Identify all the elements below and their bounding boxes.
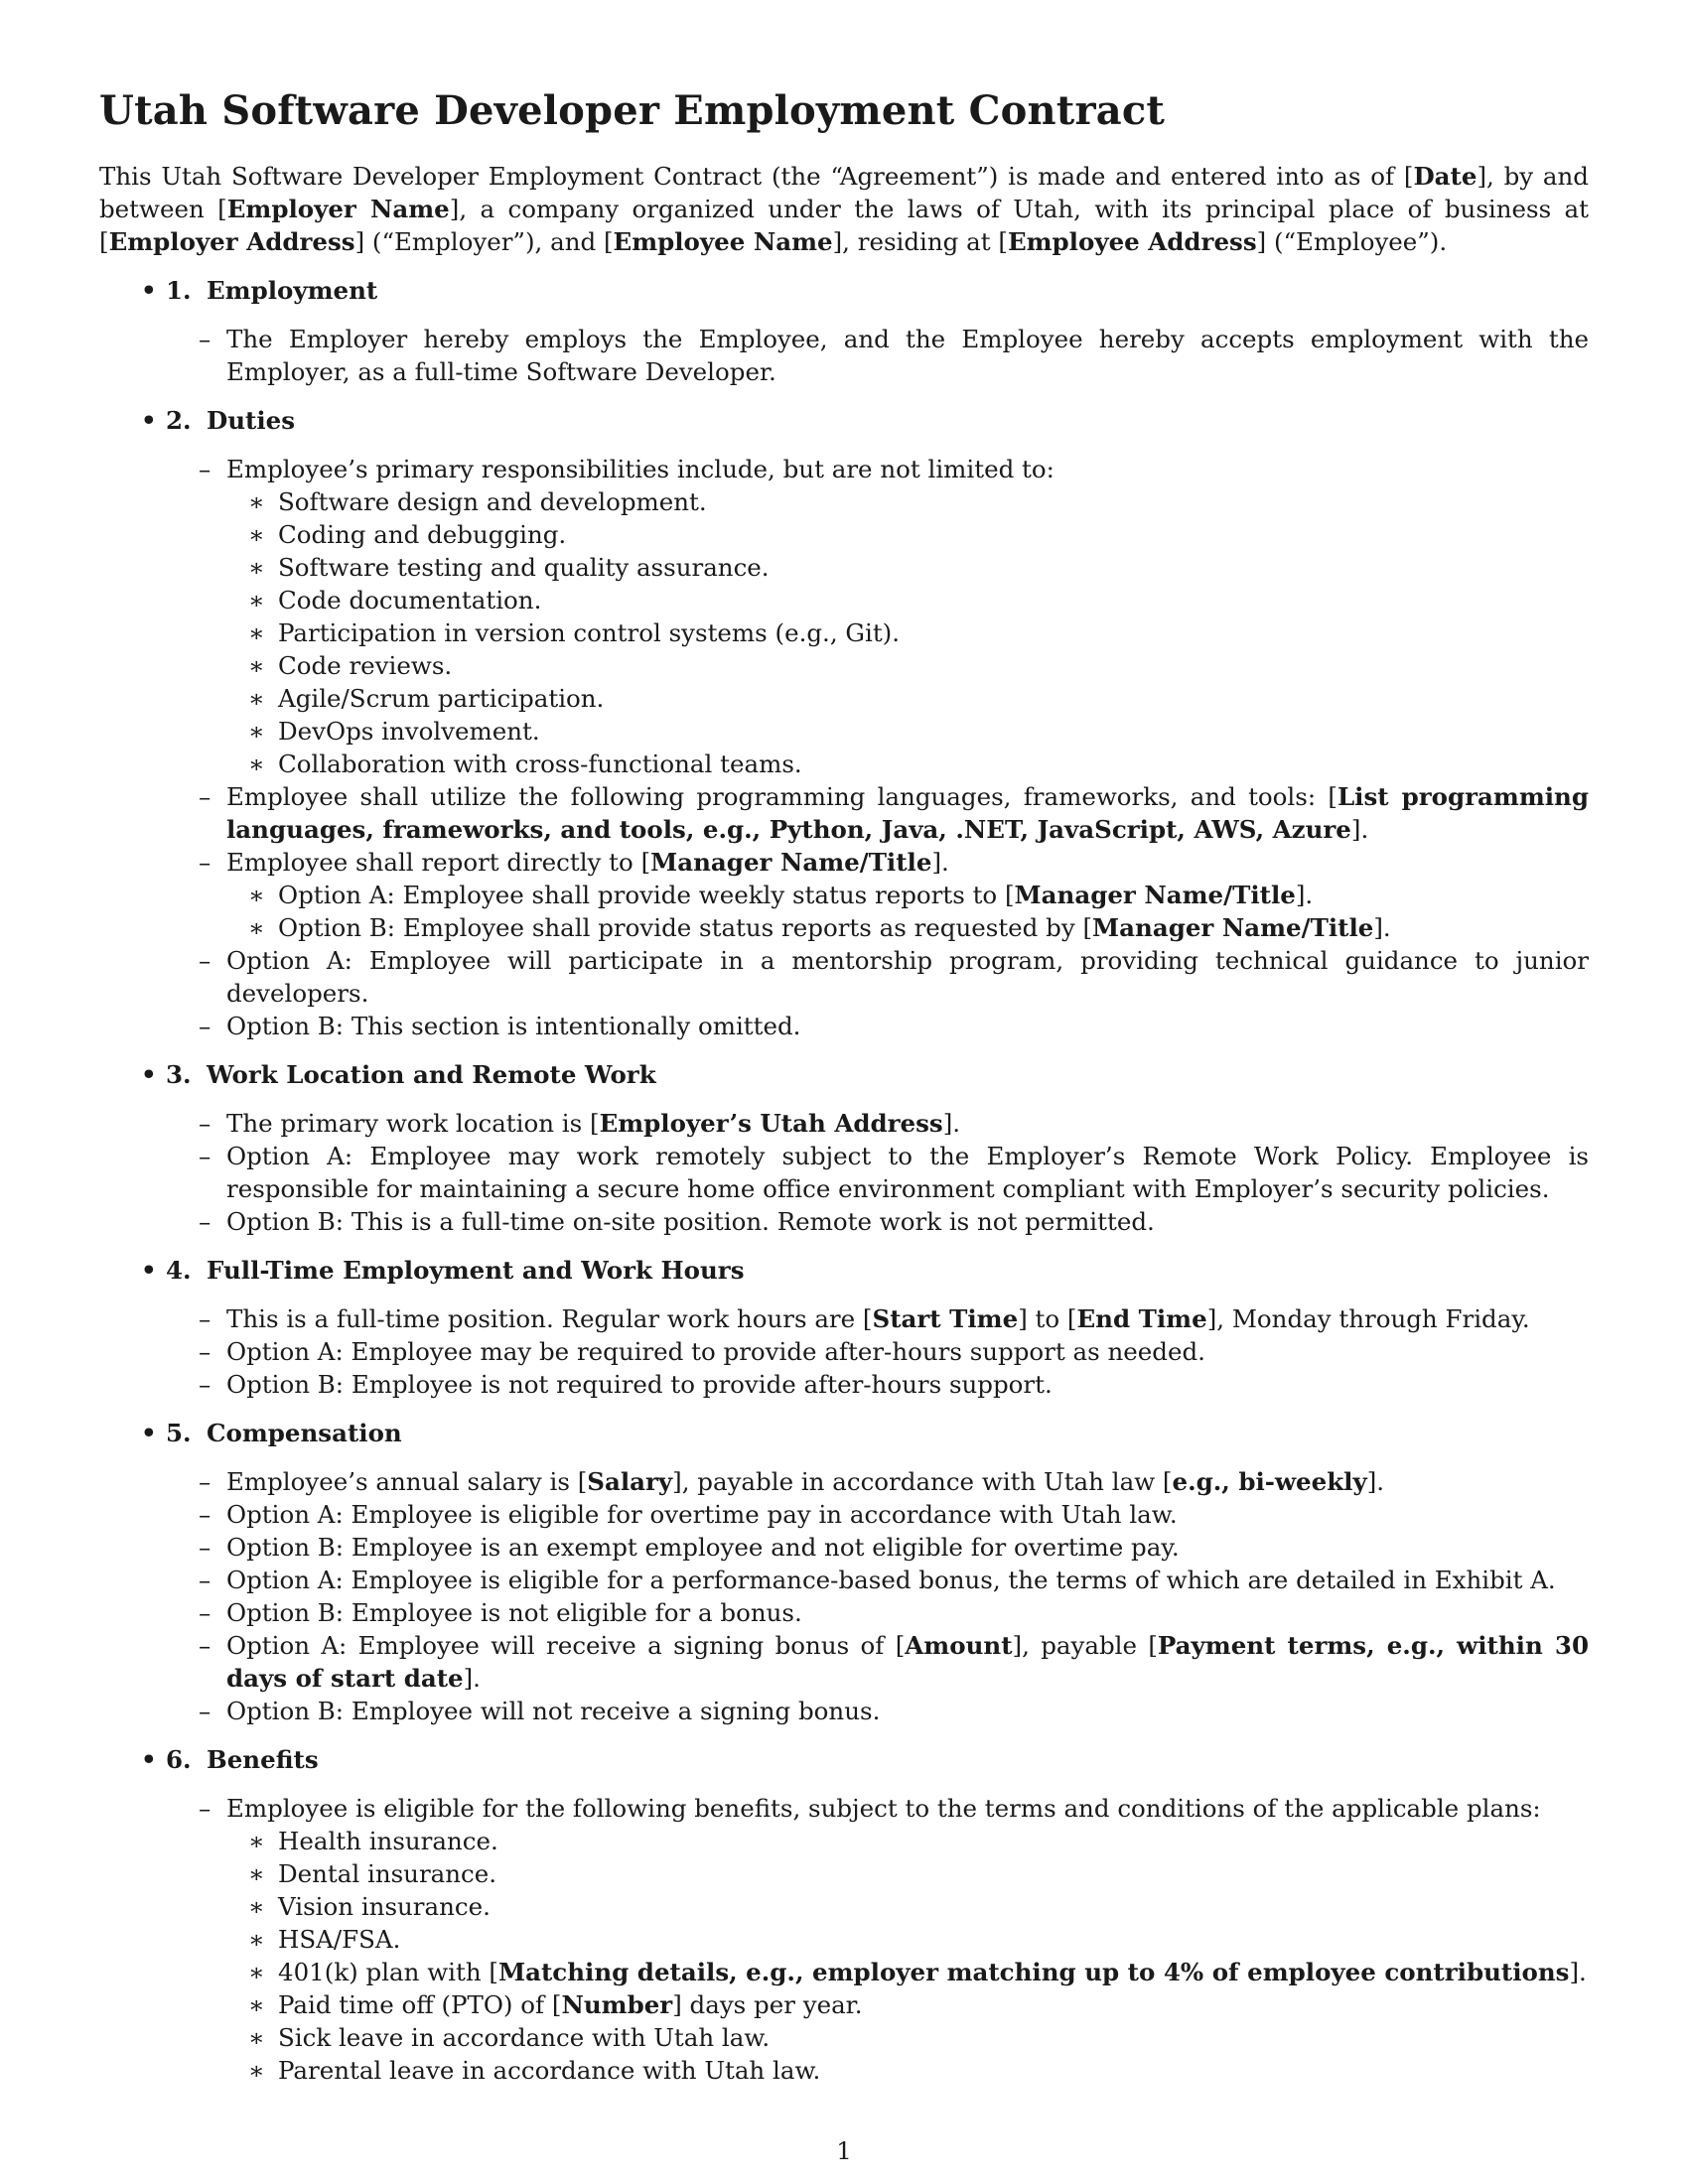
sub-list-item: [0, 649, 1589, 682]
item-text: Option B: Employee is an exempt employee and not eligible for overtime pay.: [226, 1533, 1180, 1562]
section-number: 2.: [166, 406, 192, 435]
item-text: ].: [1569, 1958, 1587, 1986]
item-text: HSA/FSA.: [278, 1925, 401, 1954]
item-text: Option A: Employee shall provide weekly status reports to [: [278, 881, 1015, 909]
item-text: ], payable [: [1012, 1631, 1158, 1660]
asterisk-icon: ∗: [248, 750, 265, 778]
list-item: [0, 453, 1589, 485]
item-text: Vision insurance.: [278, 1892, 491, 1921]
dash-icon: –: [199, 782, 211, 811]
placeholder-employee-address: Employee Address: [1007, 227, 1257, 256]
section-heading: [0, 1058, 1688, 1091]
placeholder-employee-name: Employee Name: [613, 227, 833, 256]
item-text: The Employer hereby employs the Employee, and the Employee hereby accepts employment with the Employer, as a full-time Software Developer.: [226, 325, 1589, 386]
asterisk-icon: ∗: [248, 618, 265, 647]
item-text: Coding and debugging.: [278, 520, 567, 549]
item-text: ].: [942, 1109, 961, 1138]
placeholder-manager: Manager Name/Title: [1014, 881, 1296, 909]
sub-list-item: [0, 518, 1589, 551]
list-item: [0, 1010, 1589, 1042]
section-duties: [0, 404, 1688, 1042]
placeholder-manager: Manager Name/Title: [1092, 913, 1374, 942]
list-item: [0, 1695, 1589, 1727]
placeholder-pay-frequency: e.g., bi-weekly: [1172, 1467, 1367, 1496]
dash-icon: –: [199, 455, 211, 483]
asterisk-icon: ∗: [248, 2023, 265, 2052]
sub-list-item: [0, 682, 1589, 715]
bullet-icon: •: [141, 406, 157, 435]
item-text: Option A: Employee will participate in a mentorship program, providing technical guidance to junior developers.: [226, 946, 1589, 1008]
sub-list-item: [0, 879, 1589, 911]
list-item: [0, 1465, 1589, 1498]
item-text: Option A: Employee is eligible for overtime pay in accordance with Utah law.: [226, 1500, 1178, 1529]
section-heading: [0, 1254, 1688, 1287]
item-text: ].: [1350, 815, 1369, 844]
dash-icon: –: [199, 1631, 211, 1660]
intro-text: ] (“Employer”), and [: [354, 227, 614, 256]
section-heading: [0, 1417, 1688, 1449]
placeholder-end-time: End Time: [1076, 1304, 1207, 1333]
placeholder-payment-terms: Payment terms, e.g., within 30 days of start date: [226, 1631, 1589, 1693]
item-text: Option B: Employee is not required to provide after-hours support.: [226, 1370, 1053, 1399]
asterisk-icon: ∗: [248, 586, 265, 614]
sub-list-item: [0, 911, 1589, 944]
list-item: [0, 1205, 1589, 1238]
item-text: ] days per year.: [672, 1990, 863, 2019]
sub-list-item: [0, 715, 1589, 748]
list-item: [0, 1368, 1589, 1401]
asterisk-icon: ∗: [248, 1859, 265, 1888]
sub-list-item: [0, 584, 1589, 616]
sub-list-item: [0, 1857, 1589, 1890]
sub-list-item: [0, 1956, 1589, 1988]
section-title: Full-Time Employment and Work Hours: [207, 1256, 745, 1285]
item-text: Employee shall utilize the following programming languages, frameworks, and tools: [: [226, 782, 1337, 811]
list-item: [0, 1629, 1589, 1695]
section-title: Benefits: [207, 1745, 319, 1774]
item-text: Code reviews.: [278, 651, 453, 680]
list-item: [0, 1107, 1589, 1140]
bullet-icon: •: [141, 276, 157, 305]
list-item: [0, 1596, 1589, 1629]
item-text: Employee shall report directly to [: [226, 848, 651, 877]
item-text: Employee’s primary responsibilities include, but are not limited to:: [226, 455, 1055, 483]
placeholder-salary: Salary: [587, 1467, 673, 1496]
section-heading: [0, 1743, 1688, 1776]
item-text: DevOps involvement.: [278, 717, 540, 746]
dash-icon: –: [199, 1012, 211, 1040]
item-text: Software testing and quality assurance.: [278, 553, 770, 582]
section-title: Work Location and Remote Work: [207, 1060, 656, 1089]
section-title: Compensation: [207, 1419, 402, 1447]
item-text: Option A: Employee may be required to provide after-hours support as needed.: [226, 1337, 1205, 1366]
dash-icon: –: [199, 1109, 211, 1138]
item-text: Option B: Employee will not receive a signing bonus.: [226, 1697, 881, 1725]
section-number: 6.: [166, 1745, 192, 1774]
section-employment: [0, 274, 1688, 388]
item-text: ], Monday through Friday.: [1206, 1304, 1530, 1333]
list-item: [0, 1498, 1589, 1531]
bullet-icon: •: [141, 1060, 157, 1089]
asterisk-icon: ∗: [248, 1990, 265, 2019]
section-work-hours: [0, 1254, 1688, 1401]
item-text: ].: [1366, 1467, 1385, 1496]
section-number: 4.: [166, 1256, 192, 1285]
intro-text: ], a company organized under the laws of Utah, with its principal place of business at [: [99, 195, 1590, 256]
sub-list-item: [0, 485, 1589, 518]
sub-list-item: [0, 1890, 1589, 1923]
asterisk-icon: ∗: [248, 651, 265, 680]
list-item: [0, 846, 1589, 879]
section-heading: [0, 274, 1688, 307]
section-heading: [0, 404, 1688, 437]
asterisk-icon: ∗: [248, 1958, 265, 1986]
section-work-location: [0, 1058, 1688, 1238]
asterisk-icon: ∗: [248, 1892, 265, 1921]
section-number: 5.: [166, 1419, 192, 1447]
item-text: Participation in version control systems (e.g., Git).: [278, 618, 901, 647]
intro-text: ], residing at [: [832, 227, 1008, 256]
placeholder-date: Date: [1413, 162, 1477, 191]
item-text: Sick leave in accordance with Utah law.: [278, 2023, 771, 2052]
dash-icon: –: [199, 1370, 211, 1399]
item-text: Option B: This is a full-time on-site position. Remote work is not permitted.: [226, 1207, 1155, 1236]
item-text: This is a full-time position. Regular work hours are [: [226, 1304, 873, 1333]
item-text: Code documentation.: [278, 586, 542, 614]
item-text: Parental leave in accordance with Utah law.: [278, 2056, 821, 2085]
intro-text: This Utah Software Developer Employment Contract (the “Agreement”) is made and entered into as of [: [99, 162, 1414, 191]
section-number: 1.: [166, 276, 192, 305]
list-item: [0, 944, 1589, 1010]
section-number: 3.: [166, 1060, 192, 1089]
placeholder-utah-address: Employer’s Utah Address: [599, 1109, 943, 1138]
dash-icon: –: [199, 1566, 211, 1594]
item-text: Option A: Employee will receive a signing bonus of [: [226, 1631, 906, 1660]
placeholder-start-time: Start Time: [872, 1304, 1019, 1333]
item-text: ], payable in accordance with Utah law [: [672, 1467, 1173, 1496]
item-text: Option B: Employee shall provide status reports as requested by [: [278, 913, 1093, 942]
placeholder-tools: List programming languages, frameworks, and tools, e.g., Python, Java, .NET, JavaScript, AWS, Azure: [226, 782, 1589, 844]
sub-list-item: [0, 616, 1589, 649]
asterisk-icon: ∗: [248, 684, 265, 713]
page-number: 1: [836, 2136, 852, 2165]
item-text: Agile/Scrum participation.: [278, 684, 605, 713]
bullet-icon: •: [141, 1419, 157, 1447]
sub-list-item: [0, 1825, 1589, 1857]
item-text: Option B: Employee is not eligible for a bonus.: [226, 1598, 802, 1627]
item-text: Health insurance.: [278, 1827, 498, 1855]
item-text: ] to [: [1018, 1304, 1077, 1333]
dash-icon: –: [199, 1467, 211, 1496]
asterisk-icon: ∗: [248, 1827, 265, 1855]
bullet-icon: •: [141, 1256, 157, 1285]
list-item: [0, 1335, 1589, 1368]
item-text: ].: [1295, 881, 1314, 909]
sub-list-item: [0, 1923, 1589, 1956]
dash-icon: –: [199, 1697, 211, 1725]
item-text: Option A: Employee is eligible for a performance-based bonus, the terms of which are detailed in Exhibit A.: [226, 1566, 1556, 1594]
dash-icon: –: [199, 1533, 211, 1562]
item-text: Dental insurance.: [278, 1859, 497, 1888]
placeholder-manager: Manager Name/Title: [650, 848, 932, 877]
asterisk-icon: ∗: [248, 717, 265, 746]
dash-icon: –: [199, 1207, 211, 1236]
dash-icon: –: [199, 848, 211, 877]
item-text: Software design and development.: [278, 487, 707, 516]
section-benefits: [0, 1743, 1688, 2087]
placeholder-pto-number: Number: [561, 1990, 673, 2019]
list-item: [0, 1302, 1589, 1335]
list-item: [0, 1564, 1589, 1596]
placeholder-amount: Amount: [905, 1631, 1013, 1660]
section-title: Duties: [207, 406, 296, 435]
dash-icon: –: [199, 1142, 211, 1170]
sub-list-item: [0, 748, 1589, 780]
list-item: [0, 1792, 1589, 1825]
asterisk-icon: ∗: [248, 487, 265, 516]
intro-text: ] (“Employee”).: [1256, 227, 1448, 256]
item-text: Employee’s annual salary is [: [226, 1467, 588, 1496]
item-text: Employee is eligible for the following benefits, subject to the terms and conditions of the applicable plans:: [226, 1794, 1541, 1823]
asterisk-icon: ∗: [248, 881, 265, 909]
section-compensation: [0, 1417, 1688, 1727]
dash-icon: –: [199, 1337, 211, 1366]
section-list: [0, 274, 1688, 2103]
item-text: Collaboration with cross-functional teams.: [278, 750, 802, 778]
dash-icon: –: [199, 1500, 211, 1529]
asterisk-icon: ∗: [248, 553, 265, 582]
asterisk-icon: ∗: [248, 2056, 265, 2085]
asterisk-icon: ∗: [248, 520, 265, 549]
section-title: Employment: [207, 276, 378, 305]
sub-list-item: [0, 2021, 1589, 2054]
bullet-icon: •: [141, 1745, 157, 1774]
dash-icon: –: [199, 1794, 211, 1823]
sub-list-item: [0, 1988, 1589, 2021]
item-text: 401(k) plan with [: [278, 1958, 498, 1986]
item-text: ].: [463, 1664, 481, 1693]
dash-icon: –: [199, 946, 211, 975]
asterisk-icon: ∗: [248, 913, 265, 942]
sub-list-item: [0, 551, 1589, 584]
item-text: Paid time off (PTO) of [: [278, 1990, 562, 2019]
sub-list-item: [0, 2054, 1589, 2087]
list-item: [0, 780, 1589, 846]
dash-icon: –: [199, 1598, 211, 1627]
item-text: The primary work location is [: [226, 1109, 600, 1138]
list-item: [0, 1531, 1589, 1564]
document-title: Utah Software Developer Employment Contract: [99, 87, 1166, 134]
placeholder-employer-address: Employer Address: [108, 227, 355, 256]
dash-icon: –: [199, 325, 211, 353]
item-text: Option A: Employee may work remotely subject to the Employer’s Remote Work Policy. Employee is responsible for maintaining a secure home office environment compliant with Employer’s security policies.: [226, 1142, 1589, 1203]
placeholder-employer-name: Employer Name: [226, 195, 450, 223]
list-item: [0, 323, 1589, 388]
item-text: ].: [931, 848, 949, 877]
intro-text: ], by and between [: [99, 162, 1589, 223]
intro-paragraph: [99, 160, 1589, 258]
dash-icon: –: [199, 1304, 211, 1333]
list-item: [0, 1140, 1589, 1205]
placeholder-matching-details: Matching details, e.g., employer matching up to 4% of employee contributions: [497, 1958, 1570, 1986]
item-text: ].: [1373, 913, 1391, 942]
item-text: Option B: This section is intentionally omitted.: [226, 1012, 801, 1040]
asterisk-icon: ∗: [248, 1925, 265, 1954]
